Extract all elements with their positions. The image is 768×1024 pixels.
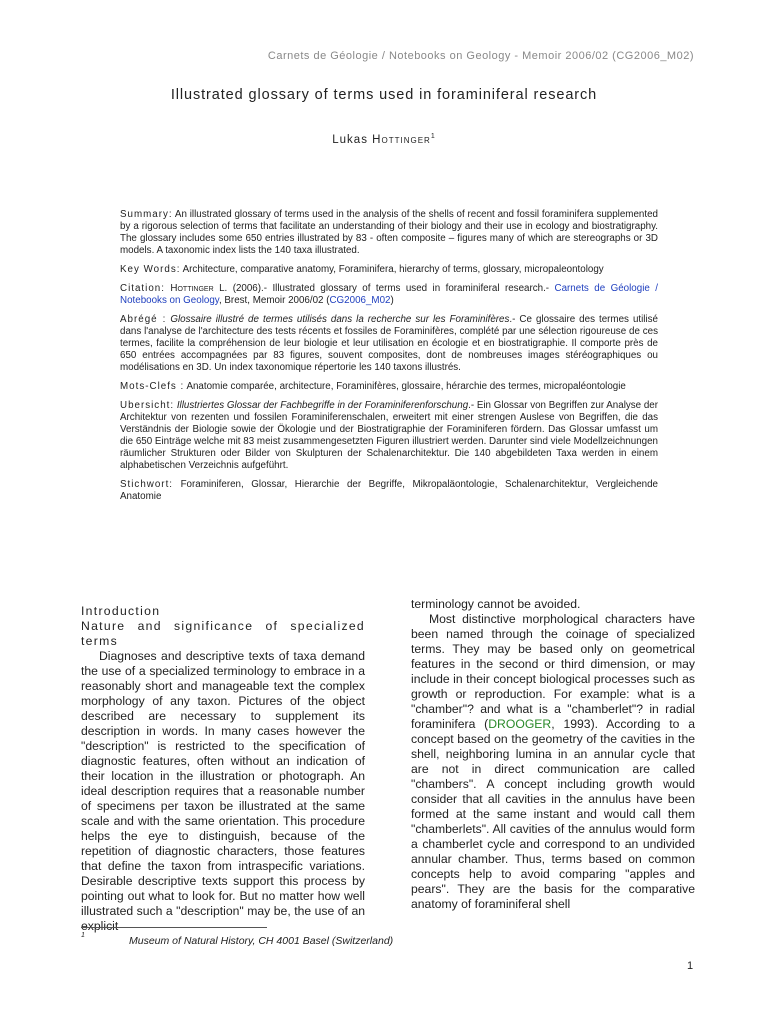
introduction-heading: Introduction <box>81 604 161 618</box>
author-first-name: Lukas <box>332 133 373 146</box>
paper-title: Illustrated glossary of terms used in foraminiferal research <box>170 87 598 103</box>
keywords-paragraph <box>120 264 658 276</box>
chambers-text-a: Most distinctive morphological characters have been named through the coinage of specialized terms. They may be based only on geometrical features in the second or third dimension, or may include in their concept biological processes such as growth or reproduction. For example: what is a "chamber"? and what is a "chamberlet"? in radial foraminifera ( <box>411 612 695 731</box>
stichwort-label: Stichwort: <box>120 479 174 490</box>
body-column-right <box>411 597 695 912</box>
intro-paragraph: Diagnoses and descriptive texts of taxa demand the use of a specialized terminology to embrace in a reasonably short and manageable text the complex morphology of any taxon. Pictures of the object described are necessary to supplement its description in words. In many cases however the "description" is restricted to the specification of diagnostic features, often without an indication of their location in the illustration or photograph. An ideal description requires that a reasonable number of specimens per taxon be illustrated at the same scale and with the same orientation. This procedure helps the eye to distinguish, because of the repetition of diagnostic characters, those features that define the taxon from intraspecific variations. Desirable descriptive texts support this process by pointing out what to look for. But no matter how well illustrated such a "description" may be, the use of an explicit <box>81 649 365 933</box>
footnote-divider <box>81 927 267 928</box>
citation-text-a: L. (2006).- Illustrated glossary of terms used in foraminiferal research.- <box>213 283 555 294</box>
keywords-label: Key Words: <box>120 264 181 275</box>
section-subheading: Nature and significance of specialized terms <box>81 619 365 648</box>
ubersicht-label: Ubersicht: <box>120 400 175 411</box>
motsclefs-paragraph <box>120 381 658 393</box>
citation-label: Citation: <box>120 283 165 294</box>
ubersicht-text: .- Ein Glossar von Begriffen zur Analyse der Architektur von rezenten und fossilen Foraminiferenschalen, erweitert mit einer strengen Auslese von Begriffen, die das Verständnis der Biologie sowie der Ökologie und der Biostratigraphie der Foraminiferen fördern. Das Glossar umfasst um die 650 Einträge welche mit 83 meist zusammengesetzten Figuren illustriert werden. Darunter sind viele Modellzeichnungen räumlicher Strukturen oder Bilder von Skulpturen der Schalenarchitektur. Die 140 abgebildeten Taxa werden in einem alphabetischen Verzeichnis aufgeführt. <box>120 400 659 471</box>
motsclefs-text: Anatomie comparée, architecture, Foraminifères, glossaire, hérarchie des termes, micropaléontologie <box>184 381 626 392</box>
author-line <box>0 133 768 146</box>
citation-journal-link[interactable]: Carnets de Géologie / Notebooks on Geology <box>120 283 658 306</box>
citation-text-b: , Brest, Memoir 2006/02 ( <box>218 295 330 306</box>
ubersicht-title: Illustriertes Glossar der Fachbegriffe in der Foraminiferenforschung <box>174 400 469 411</box>
motsclefs-label: Mots-Clefs : <box>120 381 185 392</box>
citation-doi-link[interactable]: CG2006_M02 <box>329 295 391 306</box>
stichwort-text: Foraminiferen, Glossar, Hierarchie der Begriffe, Mikropaläontologie, Schalenarchitektur, Vergleichende Anatomie <box>120 479 658 502</box>
summary-paragraph <box>120 209 658 257</box>
body-column-left <box>81 604 365 934</box>
abrege-label: Abrégé : <box>120 314 167 325</box>
chambers-text-b: , 1993). According to a concept based on the geometry of the cavities in the shell, neighboring lumina in an annular cycle that are not in direct communication are called "chambers". A concept including growth would consider that all cavities in the annulus have been formed at the same instant and would call them "chamberlets". All cavities of the annulus would form a chamberlet cycle and correspond to an undivided annular chamber. Thus, terms based on common concepts help to avoid comparing "apples and pears". They are the basis for the comparative anatomy of foraminiferal shell <box>411 717 695 911</box>
keywords-text: Architecture, comparative anatomy, Foraminifera, hierarchy of terms, glossary, micropaleontology <box>180 264 604 275</box>
continuation-line: terminology cannot be avoided. <box>411 597 581 611</box>
stichwort-paragraph <box>120 479 658 503</box>
footnote-mark: 1 <box>81 932 85 939</box>
abrege-text: .- Ce glossaire des termes utilisé dans l'analyse de l'architecture des tests récents et fossiles de Foraminifères, complété par une sélection rigoureuse de ces termes, facilite la compréhension de leur biologie et leur utilisation en écologie et en biostratigraphie. Il comporte près de 650 entrées accompagnées par 83 figures, souvent composites, dont de nombreuses images stéréographiques ou modélisations en 3D. Un index taxonomique répertorie les 140 taxons illustrés. <box>120 314 658 373</box>
abstract-block <box>120 209 658 510</box>
ubersicht-paragraph <box>120 400 658 472</box>
abrege-title: Glossaire illustré de termes utilisés dans la recherche sur les Foraminifères <box>166 314 510 325</box>
citation-author: Hottinger <box>164 283 214 294</box>
footnote-text: Museum of Natural History, CH 4001 Basel (Switzerland) <box>129 935 394 947</box>
page-number: 1 <box>687 960 694 972</box>
summary-text: An illustrated glossary of terms used in the analysis of the shells of recent and fossil foraminifera supplemented by a rigorous selection of terms that facilitate an understanding of their biology and their use in ecology and biostratigraphy. The glossary includes some 650 entries illustrated by 83 - often composite – figures many of which are stereographs or 3D models. A taxonomic index lists the 140 taxa illustrated. <box>120 209 658 256</box>
journal-header: Carnets de Géologie / Notebooks on Geology - Memoir 2006/02 (CG2006_M02) <box>267 50 694 62</box>
author-footnote-mark: 1 <box>430 133 436 140</box>
drooger-reference-link[interactable]: DROOGER <box>488 717 552 731</box>
summary-label: Summary: <box>120 209 173 220</box>
citation-text-c: ) <box>390 295 394 306</box>
abrege-paragraph <box>120 314 658 374</box>
author-last-name: ottinger <box>381 133 431 146</box>
citation-paragraph <box>120 283 658 307</box>
author-last-initial: H <box>372 133 382 146</box>
chambers-paragraph <box>411 612 695 912</box>
